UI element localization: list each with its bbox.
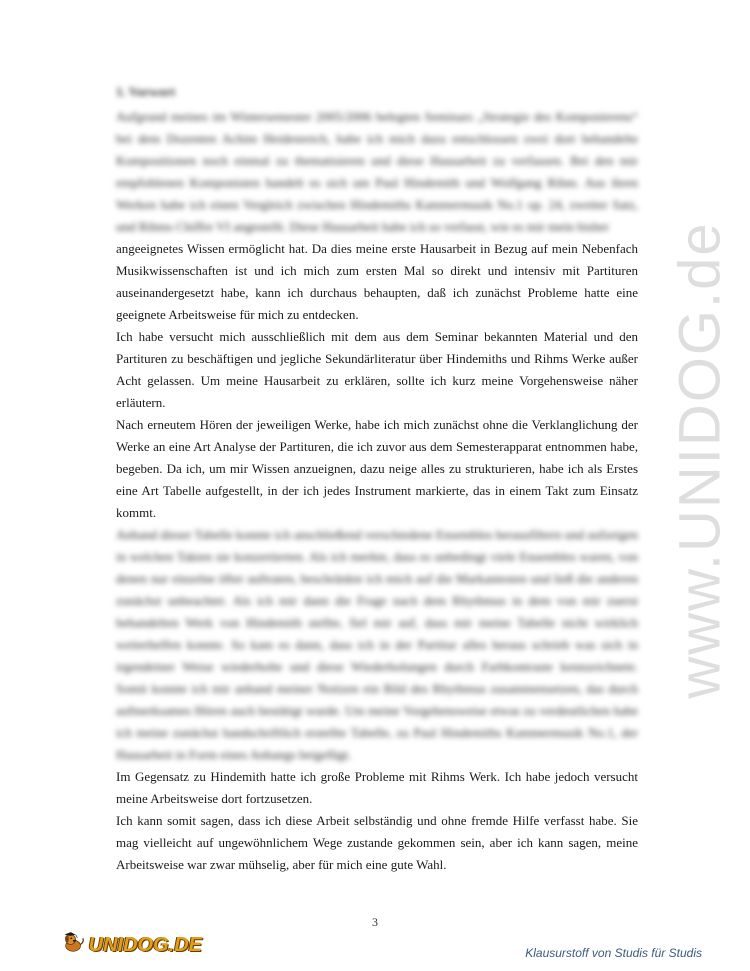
paragraph-4: Nach erneutem Hören der jeweiligen Werke, habe ich mich zunächst ohne die Verklanglichung der Werke an eine Art Analyse der Partituren, die ich zuvor aus dem Semesterapparat entnommen habe, begeben. Da ich, um mir Wissen anzueignen, dazu neige alles zu strukturieren, habe ich als Erstes eine Art Tabelle aufgestellt, in der ich jedes Instrument markierte, das in einem Takt zum Einsatz kommt.: [116, 417, 638, 520]
watermark-text: www.UNIDOG.de: [667, 221, 733, 699]
paragraph-6: Im Gegensatz zu Hindemith hatte ich große Probleme mit Rihms Werk. Ich habe jedoch versucht meine Arbeitsweise dort fortzusetzen.: [116, 769, 638, 806]
paragraph-1: Aufgrund meines im Wintersemester 2005/2006 belegten Seminars „Strategie des Komponierens“ bei dem Dozenten Achim Heidenreich, habe ich mich dazu entschlossen zwei dort behandelte Kompositionen noch einmal zu thematisieren und diese Hausarbeit zu verfassen. Bei den mir empfohlenen Komponisten handelt es sich um Paul Hindemith und Wolfgang Rihm. Aus ihren Werken habe ich einen Vergleich zwischen Hindemiths Kammermusik No.1 op. 24, zweiter Satz, und Rihms Chiffre VI angestellt. Diese Hausarbeit habe ich so verfasst, wie es mir mein bisher: [116, 109, 638, 234]
paragraph-3: Ich habe versucht mich ausschließlich mit dem aus dem Seminar bekannten Material und den Partituren zu beschäftigen und jegliche Sekundärliteratur über Hindemiths und Rihms Werke außer Acht gelassen. Um meine Hausarbeit zu erklären, sollte ich kurz meine Vorgehensweise näher erläutern.: [116, 329, 638, 410]
paragraph-7: Ich kann somit sagen, dass ich diese Arbeit selbständig und ohne fremde Hilfe verfasst habe. Sie mag vielleicht auf ungewöhnlichem Wege zustande gekommen sein, aber ich kann sagen, meine Arbeitsweise war zwar mühselig, aber für mich eine gute Wahl.: [116, 813, 638, 872]
paragraph-5: Anhand dieser Tabelle konnte ich anschließend verschiedene Ensembles herausfiltern und aufzeigen in welchen Takten sie konzertierten. Als ich merkte, dass es unbedingt viele Ensembles waren, von denen nur einzelne öfter auftraten, beschränkte ich mich auf die Markantesten und ließ die anderen zunächst unbeachtet. Als ich mir dann die Frage nach dem Rhythmus in dem von mir zuerst behandelten Werk von Hindemith stellte, fiel mir auf, dass mir meine Tabelle nicht wirklich weiterhelfen konnte. So kam es dann, dass ich in der Partitur alles heraus schrieb was sich in irgendeiner Weise wiederholte und diese Wiederholungen durch Farbkontraste kennzeichnete. Somit konnte ich mir anhand meiner Notizen ein Bild des Rhythmus zusammensetzen, das durch aufmerksames Hören auch bestätigt wurde. Um meine Vorgehensweise etwas zu verdeutlichen habe ich meine zunächst handschriftlich erstellte Tabelle, zu Paul Hindemiths Kammermusik No.1, der Hausarbeit in Form eines Anhangs beigefügt.: [116, 527, 638, 762]
logo-text: UNIDOG.DE: [88, 934, 202, 956]
section-heading: 1. Vorwort: [116, 84, 176, 99]
document-content: [116, 82, 638, 876]
dog-mascot-icon: [62, 922, 87, 962]
unidog-logo: [62, 918, 202, 962]
footer-tagline: Klausurstoff von Studis für Studis: [525, 946, 702, 960]
page-number: 3: [372, 915, 378, 929]
paragraph-2: angeeignetes Wissen ermöglicht hat. Da dies meine erste Hausarbeit in Bezug auf mein Nebenfach Musikwissenschaften ist und ich mich zum ersten Mal so direkt und intensiv mit Partituren auseinandergesetzt habe, kann ich durchaus behaupten, daß ich zunächst Probleme hatte eine geeignete Arbeitsweise für mich zu entdecken.: [116, 241, 638, 322]
